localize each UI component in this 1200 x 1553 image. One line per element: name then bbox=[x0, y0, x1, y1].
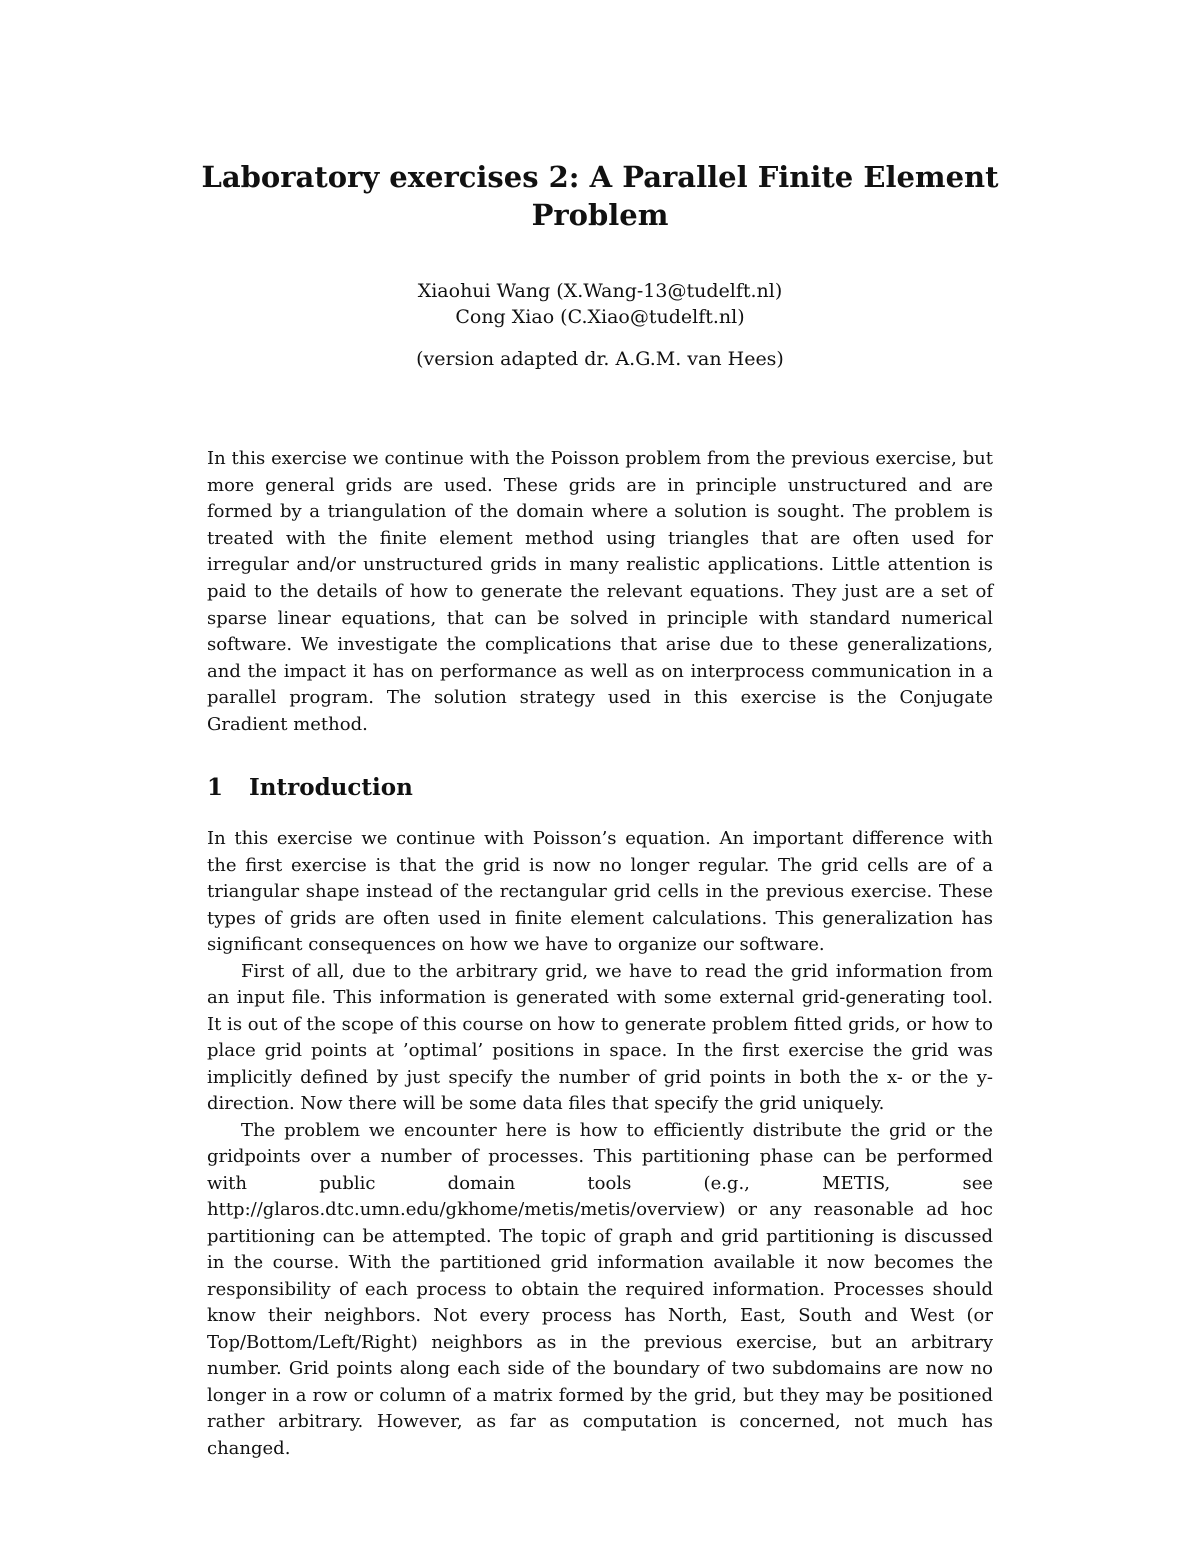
author-list bbox=[200, 278, 1000, 330]
author-line: Cong Xiao (C.Xiao@tudelft.nl) bbox=[455, 306, 745, 328]
section-body bbox=[207, 826, 993, 1462]
author-line: Xiaohui Wang (X.Wang-13@tudelft.nl) bbox=[417, 280, 783, 302]
version-note: (version adapted dr. A.G.M. van Hees) bbox=[416, 348, 784, 370]
section-number: 1 bbox=[207, 774, 224, 801]
document-title: Laboratory exercises 2: A Parallel Finite Element Problem bbox=[201, 160, 999, 232]
section-title: Introduction bbox=[249, 774, 413, 801]
section-heading bbox=[207, 772, 993, 804]
abstract-paragraph: In this exercise we continue with the Poisson problem from the previous exercise, but more general grids are used. These grids are in principle unstructured and are formed by a triangulation of the domain where a solution is sought. The problem is treated with the finite element method using triangles that are often used for irregular and/or unstructured grids in many realistic applications. Little attention is paid to the details of how to generate the relevant equations. They just are a set of sparse linear equations, that can be solved in principle with standard numerical software. We investigate the complications that arise due to these generalizations, and the impact it has on performance as well as on interprocess communication in a parallel program. The solution strategy used in this exercise is the Conjugate Gradient method. bbox=[207, 448, 993, 735]
body-paragraph: In this exercise we continue with Poisson’s equation. An important difference with the first exercise is that the grid is now no longer regular. The grid cells are of a triangular shape instead of the rectangular grid cells in the previous exercise. These types of grids are often used in finite element calculations. This generalization has significant consequences on how we have to organize our software. bbox=[207, 828, 993, 955]
body-paragraph: First of all, due to the arbitrary grid, we have to read the grid information from an input file. This information is generated with some external grid-generating tool. It is out of the scope of this course on how to generate problem fitted grids, or how to place grid points at ’optimal’ positions in space. In the first exercise the grid was implicitly defined by just specify the number of grid points in both the x- or the y-direction. Now there will be some data files that specify the grid uniquely. bbox=[207, 960, 993, 1114]
body-paragraph: The problem we encounter here is how to efficiently distribute the grid or the gridpoints over a number of processes. This partitioning phase can be performed with public domain tools (e.g., METIS, see http://glaros.dtc.umn.edu/gkhome/metis/metis/overview) or any reasonable ad hoc partitioning can be attempted. The topic of graph and grid partitioning is discussed in the course. With the partitioned grid information available it now becomes the responsibility of each process to obtain the required information. Processes should know their neighbors. Not every process has North, East, South and West (or Top/Bottom/Left/Right) neighbors as in the previous exercise, but an arbitrary number. Grid points along each side of the boundary of two subdomains are now no longer in a row or column of a matrix formed by the grid, but they may be positioned rather arbitrary. However, as far as computation is concerned, not much has changed. bbox=[207, 1119, 993, 1459]
